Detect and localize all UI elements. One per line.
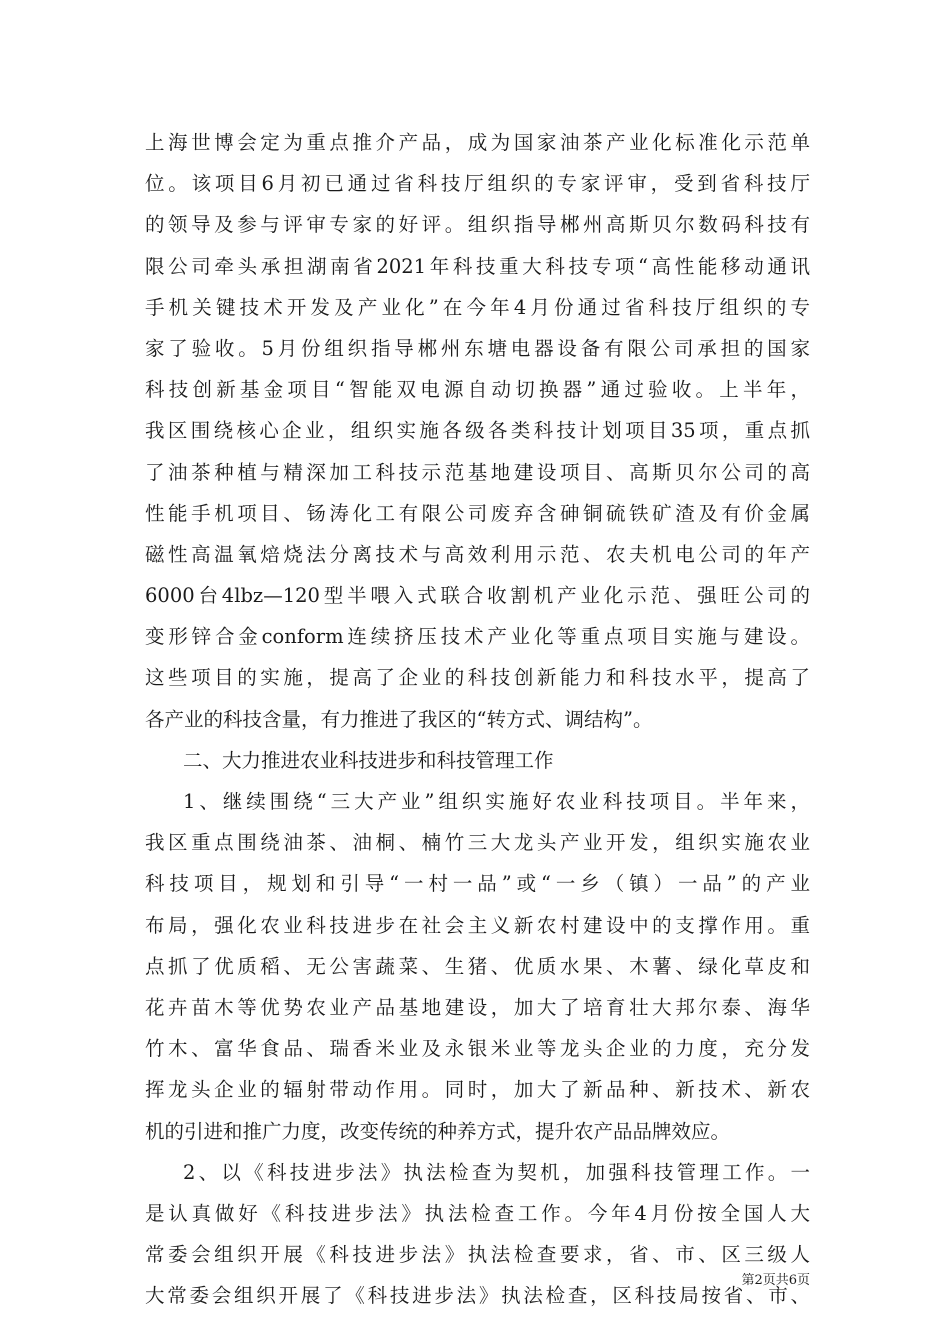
text-line: 了油茶种植与精深加工科技示范基地建设项目、高斯贝尔公司的高 bbox=[145, 460, 810, 484]
text-line: 手机关键技术开发及产业化”在今年4月份通过省科技厅组织的专 bbox=[145, 295, 810, 319]
text-line: 这些项目的实施，提高了企业的科技创新能力和科技水平，提高了 bbox=[145, 666, 810, 690]
text-line: 的领导及参与评审专家的好评。组织指导郴州高斯贝尔数码科技有 bbox=[145, 213, 810, 237]
text-line: 科技项目，规划和引导“一村一品”或“一乡（镇）一品”的产业 bbox=[145, 872, 810, 896]
text-line: 变形锌合金conform连续挤压技术产业化等重点项目实施与建设。 bbox=[145, 625, 810, 649]
text-line: 各产业的科技含量，有力推进了我区的“转方式、调结构”。 bbox=[145, 707, 653, 731]
text-line: 科技创新基金项目“智能双电源自动切换器”通过验收。上半年， bbox=[145, 378, 810, 402]
page-number: 第2页共6页 bbox=[741, 1273, 810, 1288]
text-line: 2、以《科技进步法》执法检查为契机，加强科技管理工作。一 bbox=[183, 1160, 810, 1184]
text-line: 我区围绕核心企业，组织实施各级各类科技计划项目35项，重点抓 bbox=[145, 419, 810, 443]
body-text bbox=[145, 122, 810, 1316]
text-line: 家了验收。5月份组织指导郴州东塘电器设备有限公司承担的国家 bbox=[145, 336, 810, 360]
text-line: 是认真做好《科技进步法》执法检查工作。今年4月份按全国人大 bbox=[145, 1201, 810, 1225]
text-line: 性能手机项目、钖涛化工有限公司废弃含砷铜硫铁矿渣及有价金属 bbox=[145, 501, 810, 525]
text-line: 1、继续围绕“三大产业”组织实施好农业科技项目。半年来， bbox=[183, 790, 810, 813]
text-line: 上海世博会定为重点推介产品，成为国家油茶产业化标准化示范单 bbox=[145, 131, 810, 154]
text-line: 大常委会组织开展了《科技进步法》执法检查，区科技局按省、市、 bbox=[145, 1284, 810, 1308]
text-line: 布局，强化农业科技进步在社会主义新农村建设中的支撑作用。重 bbox=[145, 913, 810, 937]
text-line: 6000台4lbz—120型半喂入式联合收割机产业化示范、强旺公司的 bbox=[145, 584, 810, 608]
text-line: 机的引进和推广力度，改变传统的种养方式，提升农产品品牌效应。 bbox=[145, 1119, 731, 1143]
text-line: 我区重点围绕油茶、油桐、楠竹三大龙头产业开发，组织实施农业 bbox=[145, 831, 810, 855]
text-line: 挥龙头企业的辐射带动作用。同时，加大了新品种、新技术、新农 bbox=[145, 1078, 810, 1102]
text-line: 竹木、富华食品、瑞香米业及永银米业等龙头企业的力度，充分发 bbox=[145, 1037, 810, 1061]
text-line: 花卉苗木等优势农业产品基地建设，加大了培育壮大邦尔泰、海华 bbox=[145, 995, 810, 1019]
text-line: 常委会组织开展《科技进步法》执法检查要求，省、市、区三级人 bbox=[145, 1243, 810, 1267]
text-line: 二、大力推进农业科技进步和科技管理工作 bbox=[183, 748, 554, 772]
text-line: 点抓了优质稻、无公害蔬菜、生猪、优质水果、木薯、绿化草皮和 bbox=[145, 954, 810, 978]
text-line: 磁性高温氧焙烧法分离技术与高效利用示范、农夫机电公司的年产 bbox=[145, 542, 810, 566]
text-line: 限公司牵头承担湖南省2021年科技重大科技专项“高性能移动通讯 bbox=[145, 254, 810, 278]
text-line: 位。该项目6月初已通过省科技厅组织的专家评审，受到省科技厅 bbox=[145, 172, 810, 196]
